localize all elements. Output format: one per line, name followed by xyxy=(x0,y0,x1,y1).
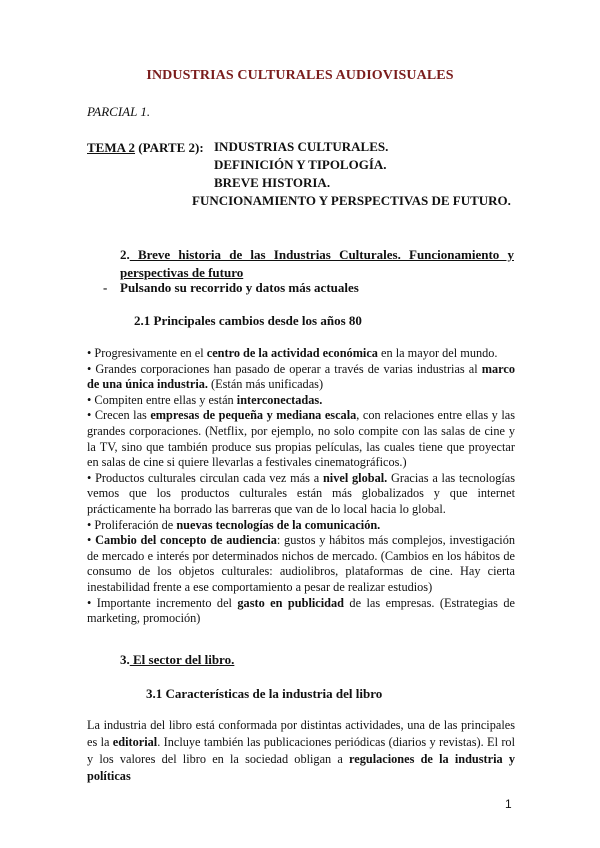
document-title: INDUSTRIAS CULTURALES AUDIOVISUALES xyxy=(146,68,454,83)
section-3-title: El sector del libro. xyxy=(129,652,235,667)
bullet-item: • Importante incremento del gasto en publicidad de las empresas. (Estrategias de marketing, promoción) xyxy=(87,595,515,626)
tema-line-3: BREVE HISTORIA. xyxy=(214,175,331,190)
section-3-heading xyxy=(120,652,234,668)
bullet-list xyxy=(87,346,515,627)
bullet-item: • Progresivamente en el centro de la actividad económica en la mayor del mundo. xyxy=(87,346,498,360)
tema-line-4: FUNCIONAMIENTO Y PERSPECTIVAS DE FUTURO. xyxy=(192,193,511,208)
section-2-subitem: Pulsando su recorrido y datos más actuales xyxy=(120,280,359,295)
tema-part: (PARTE 2): xyxy=(135,140,204,155)
page-number: 1 xyxy=(505,797,512,811)
bullet-item: • Crecen las empresas de pequeña y mediana escala, con relaciones entre ellas y las grandes corporaciones. (Netflix, por ejemplo, no solo compite con las salas de cine y la TV, sino que también produce sus propias películas, las cuales tiene que proyectar en salas de cine si quiere llevarlas a festivales cinematográficos.) xyxy=(87,408,515,470)
section-2-heading xyxy=(120,246,514,282)
bullet-item: • Grandes corporaciones han pasado de operar a través de varias industrias al marco de una única industria. (Están más unificadas) xyxy=(87,361,515,392)
tema-line-1: INDUSTRIAS CULTURALES. xyxy=(214,139,389,154)
bullet-item: • Proliferación de nuevas tecnologías de la comunicación. xyxy=(87,517,381,532)
section-2-number: 2. xyxy=(120,247,130,262)
bullet-item: • Productos culturales circulan cada vez más a nivel global. Gracias a las tecnologías vemos que los productos culturales están más globalizados y que internet prácticamente ha borrado las barreras que van de lo local hacia lo global. xyxy=(87,470,515,516)
body-paragraph: La industria del libro está conformada por distintas actividades, una de las principales es la editorial. Incluye también las publicaciones periódicas (diarios y revistas). El rol y los valores del libro en la sociedad obligan a regulaciones de la industria y políticas xyxy=(87,718,515,783)
dash-marker: - xyxy=(103,280,108,295)
subsection-3-1-heading: 3.1 Características de la industria del libro xyxy=(146,686,383,701)
parcial-label: PARCIAL 1. xyxy=(87,104,151,119)
subsection-2-1-heading: 2.1 Principales cambios desde los años 80 xyxy=(134,313,362,328)
bullet-item: • Compiten entre ellas y están interconectadas. xyxy=(87,392,323,407)
section-2-title: Breve historia de las Industrias Culturales. Funcionamiento y perspectivas de futuro xyxy=(120,247,514,280)
tema-heading xyxy=(87,139,204,157)
tema-line-2: DEFINICIÓN Y TIPOLOGÍA. xyxy=(214,157,387,172)
section-3-number: 3. xyxy=(120,652,130,667)
tema-label: TEMA 2 xyxy=(87,140,136,155)
bullet-item: • Cambio del concepto de audiencia: gustos y hábitos más complejos, investigación de mercado e interés por determinados nichos de mercado. (Cambios en los hábitos de consumo de los objetos culturales: audiolibros, plataformas de cine. Hay cierta inestabilidad frente a ese comportamiento a pesar de realizar estudios) xyxy=(87,533,515,594)
